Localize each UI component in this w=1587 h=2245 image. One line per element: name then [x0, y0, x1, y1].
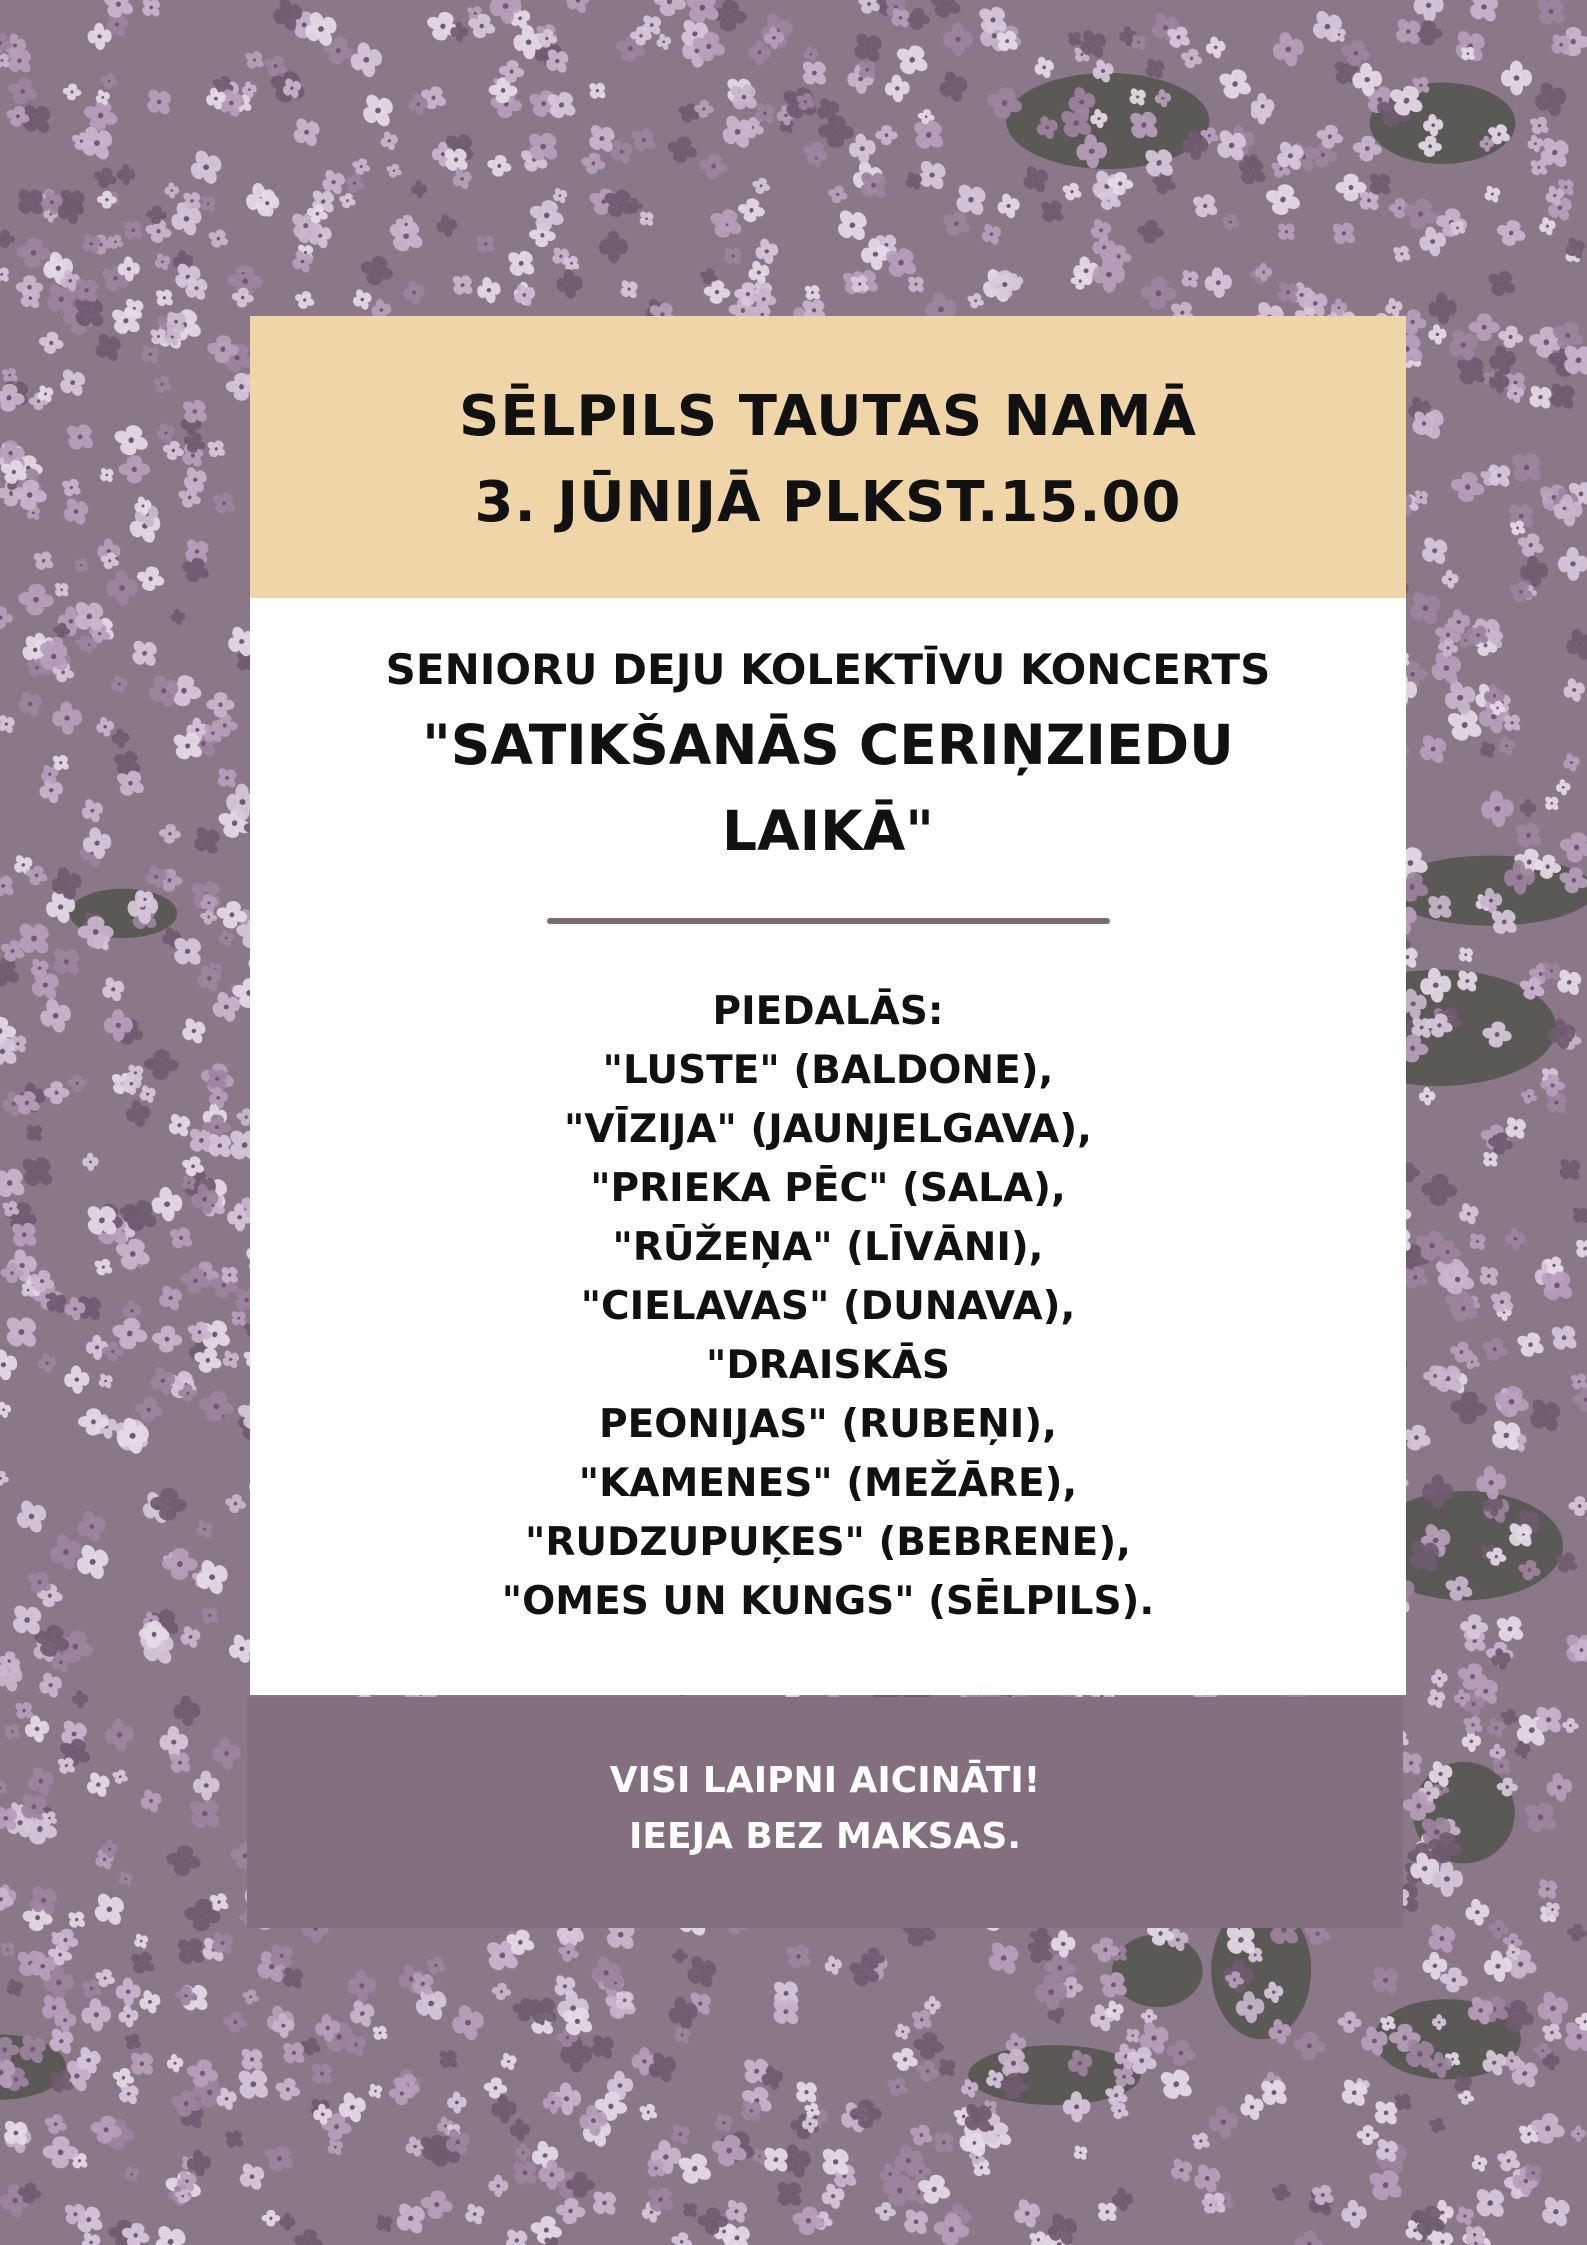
- welcome-text: VISI LAIPNI AICINĀTI!: [609, 1759, 1041, 1801]
- venue-name: SĒLPILS TAUTAS NAMĀ: [459, 384, 1197, 449]
- participant-line: "DRAISKĀS: [706, 1343, 950, 1388]
- event-title: "SATIKŠANĀS CERIŅZIEDU LAIKĀ": [422, 713, 1234, 863]
- event-date-time: 3. JŪNIJĀ PLKST.15.00: [474, 470, 1182, 535]
- participants-list: [502, 982, 1154, 1631]
- event-subtitle: SENIORU DEJU KOLEKTĪVU KONCERTS: [385, 645, 1271, 694]
- participant-line: "LUSTE" (BALDONE),: [602, 1048, 1054, 1093]
- participant-line: "VĪZIJA" (JAUNJELGAVA),: [564, 1107, 1092, 1152]
- participant-line: "PRIEKA PĒC" (SALA),: [590, 1166, 1066, 1211]
- participant-line: "OMES UN KUNGS" (SĒLPILS).: [501, 1579, 1155, 1624]
- participant-line: "RUDZUPUĶES" (BEBRENE),: [525, 1520, 1131, 1565]
- leaf-shape: [1006, 73, 1209, 169]
- participants-heading: PIEDALĀS:: [712, 989, 944, 1034]
- participant-line: PEONIJAS" (RUBEŅI),: [599, 1402, 1057, 1447]
- welcome-footer: [247, 1697, 1403, 1928]
- participant-line: "CIELAVAS" (DUNAVA),: [580, 1284, 1076, 1329]
- free-entry-text: IEEJA BEZ MAKSAS.: [628, 1815, 1021, 1857]
- participant-line: "KAMENES" (MEŽĀRE),: [578, 1461, 1078, 1506]
- info-panel: [250, 316, 1406, 1695]
- venue-date-header: [250, 316, 1406, 598]
- divider: [547, 918, 1110, 924]
- participant-line: "RŪŽEŅA" (LĪVĀNI),: [612, 1225, 1044, 1270]
- event-details: [250, 598, 1406, 1695]
